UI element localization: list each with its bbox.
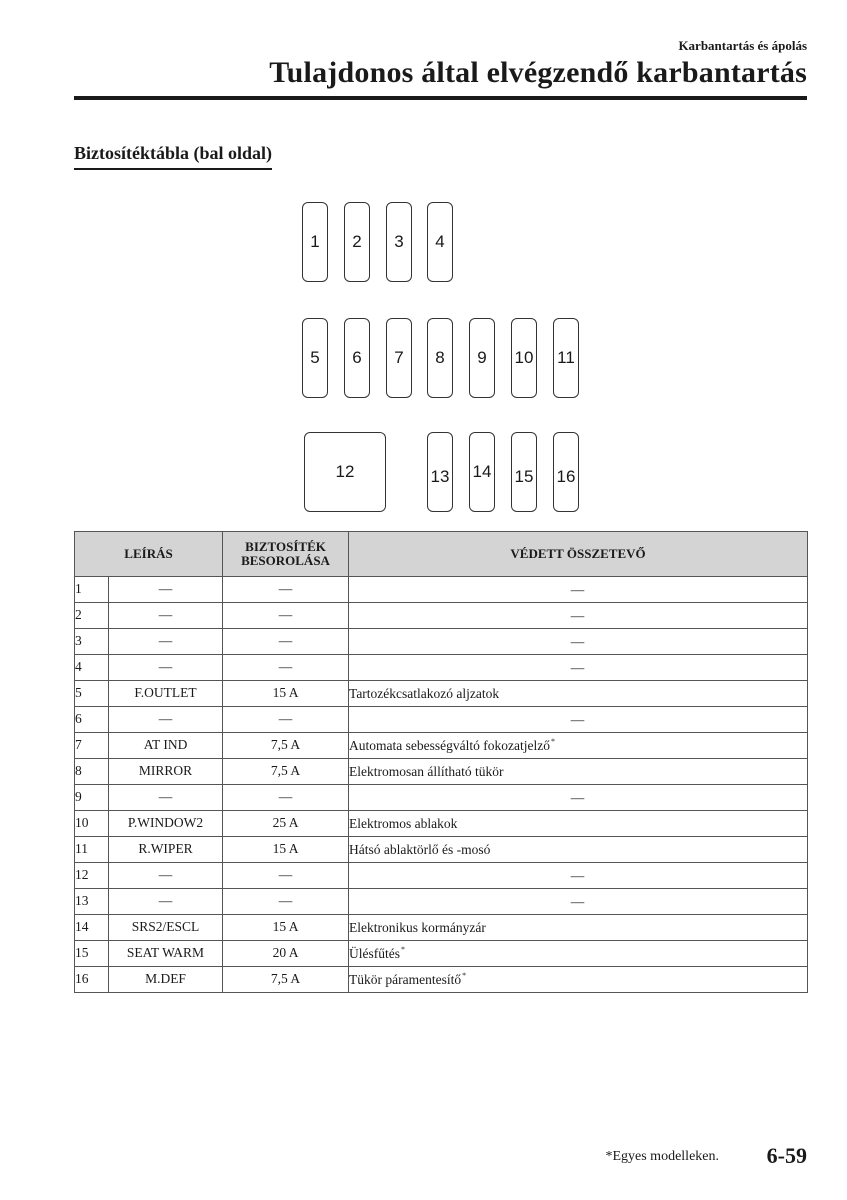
fuse-12 (304, 432, 386, 512)
fuse-label: 11 (557, 348, 575, 367)
fuse-7 (386, 318, 412, 398)
fuse-10 (511, 318, 537, 398)
component-text: — (570, 633, 585, 649)
rating-cell: — (223, 655, 349, 681)
table-row (75, 681, 808, 707)
fuse-13 (427, 432, 453, 512)
description-cell: — (109, 889, 223, 915)
description-cell: AT IND (109, 733, 223, 759)
component-text: — (570, 867, 585, 883)
fuse-number-cell: 9 (75, 785, 109, 811)
page-title: Tulajdonos által elvégzendő karbantartás (269, 56, 807, 89)
component-cell (349, 863, 808, 889)
fuse-label: 16 (556, 467, 576, 486)
fuse-number-cell: 6 (75, 707, 109, 733)
header-component: VÉDETT ÖSSZETEVŐ (349, 532, 808, 577)
rating-cell: — (223, 577, 349, 603)
rating-cell: 7,5 A (223, 759, 349, 785)
description-cell: — (109, 785, 223, 811)
table-body (75, 577, 808, 993)
description-cell: M.DEF (109, 967, 223, 993)
fuse-1 (302, 202, 328, 282)
table-header-row (75, 532, 808, 577)
component-cell (349, 733, 808, 759)
description-cell: MIRROR (109, 759, 223, 785)
fuse-label: 2 (352, 232, 362, 251)
table-row (75, 629, 808, 655)
rating-cell: 15 A (223, 837, 349, 863)
component-cell (349, 941, 808, 967)
fuse-label: 7 (394, 348, 404, 367)
component-text: Ülésfűtés (349, 945, 401, 961)
title-rule (74, 96, 807, 100)
fuse-label: 9 (477, 348, 487, 367)
fuse-label: 10 (514, 348, 534, 367)
rating-cell: — (223, 785, 349, 811)
component-cell (349, 811, 808, 837)
component-cell (349, 915, 808, 941)
component-text: — (570, 659, 585, 675)
header-rating-line1: BIZTOSÍTÉK (245, 539, 326, 555)
table-row (75, 603, 808, 629)
section-header: Karbantartás és ápolás (678, 38, 807, 53)
table-row (75, 863, 808, 889)
table-row (75, 655, 808, 681)
fuse-number-cell: 4 (75, 655, 109, 681)
fuse-number-cell: 11 (75, 837, 109, 863)
description-cell: F.OUTLET (109, 681, 223, 707)
table-row (75, 577, 808, 603)
description-cell: — (109, 629, 223, 655)
component-text: — (570, 581, 585, 597)
fuse-number-cell: 5 (75, 681, 109, 707)
component-cell (349, 707, 808, 733)
component-text: Tartozékcsatlakozó aljzatok (349, 685, 500, 701)
component-text: — (570, 711, 585, 727)
component-text: Tükör páramentesítő (349, 971, 462, 987)
fuse-number-cell: 10 (75, 811, 109, 837)
description-cell: — (109, 707, 223, 733)
component-cell (349, 681, 808, 707)
fuse-number-cell: 3 (75, 629, 109, 655)
table-row (75, 837, 808, 863)
component-text: Hátsó ablaktörlő és -mosó (349, 841, 491, 857)
fuse-label: 15 (514, 467, 534, 486)
fuse-15 (511, 432, 537, 512)
description-cell: — (109, 863, 223, 889)
component-cell (349, 759, 808, 785)
component-text: — (570, 789, 585, 805)
fuse-5 (302, 318, 328, 398)
fuse-label: 6 (352, 348, 362, 367)
fuse-number-cell: 8 (75, 759, 109, 785)
description-cell: — (109, 655, 223, 681)
fuse-number-cell: 12 (75, 863, 109, 889)
fuse-label: 1 (310, 232, 320, 251)
fuse-4 (427, 202, 453, 282)
component-text: Automata sebességváltó fokozatjelző (349, 737, 550, 753)
component-text: — (570, 607, 585, 623)
component-cell (349, 577, 808, 603)
rating-cell: — (223, 629, 349, 655)
fuse-6 (344, 318, 370, 398)
fuse-2 (344, 202, 370, 282)
fuse-label: 3 (394, 232, 404, 251)
component-text: — (570, 893, 585, 909)
table-row (75, 707, 808, 733)
table-row (75, 785, 808, 811)
header-description: LEÍRÁS (75, 532, 223, 577)
rating-cell: 20 A (223, 941, 349, 967)
component-cell (349, 655, 808, 681)
table-row (75, 811, 808, 837)
fuse-table (74, 531, 808, 993)
rating-cell: — (223, 863, 349, 889)
fuse-number-cell: 13 (75, 889, 109, 915)
fuse-number-cell: 14 (75, 915, 109, 941)
fuse-label: 12 (335, 462, 355, 481)
footnote: *Egyes modelleken. (605, 1149, 719, 1164)
rating-cell: 7,5 A (223, 733, 349, 759)
footnote-marker: * (550, 736, 555, 746)
description-cell: R.WIPER (109, 837, 223, 863)
component-cell (349, 603, 808, 629)
footnote-marker: * (462, 970, 467, 980)
fuse-number-cell: 15 (75, 941, 109, 967)
table-row (75, 759, 808, 785)
component-text: Elektromosan állítható tükör (349, 763, 504, 779)
component-cell (349, 837, 808, 863)
fuse-label: 5 (310, 348, 320, 367)
fuse-number-cell: 7 (75, 733, 109, 759)
header-rating (223, 532, 349, 577)
component-cell (349, 785, 808, 811)
description-cell: SRS2/ESCL (109, 915, 223, 941)
description-cell: — (109, 603, 223, 629)
fuse-label: 13 (430, 467, 450, 486)
fuse-number-cell: 2 (75, 603, 109, 629)
rating-cell: 15 A (223, 915, 349, 941)
table-row (75, 967, 808, 993)
rating-cell: 7,5 A (223, 967, 349, 993)
component-cell (349, 629, 808, 655)
header-rating-line2: BESOROLÁSA (241, 553, 330, 568)
footnote-marker: * (401, 944, 406, 954)
component-text: Elektronikus kormányzár (349, 919, 486, 935)
rating-cell: 15 A (223, 681, 349, 707)
fuse-8 (427, 318, 453, 398)
fuse-11 (553, 318, 579, 398)
fuse-number-cell: 1 (75, 577, 109, 603)
description-cell: P.WINDOW2 (109, 811, 223, 837)
rating-cell: — (223, 707, 349, 733)
description-cell: — (109, 577, 223, 603)
subheading: Biztosítéktábla (bal oldal) (74, 143, 272, 170)
table-row (75, 915, 808, 941)
rating-cell: — (223, 889, 349, 915)
fuse-number-cell: 16 (75, 967, 109, 993)
fuse-16 (553, 432, 579, 512)
table-row (75, 889, 808, 915)
description-cell: SEAT WARM (109, 941, 223, 967)
table-row (75, 941, 808, 967)
rating-cell: 25 A (223, 811, 349, 837)
component-text: Elektromos ablakok (349, 815, 458, 831)
component-cell (349, 889, 808, 915)
page-number: 6-59 (766, 1143, 807, 1168)
fuse-3 (386, 202, 412, 282)
fuse-14 (469, 432, 495, 512)
fuse-9 (469, 318, 495, 398)
fuse-label: 4 (435, 232, 445, 251)
fuse-label: 8 (435, 348, 445, 367)
table-row (75, 733, 808, 759)
rating-cell: — (223, 603, 349, 629)
component-cell (349, 967, 808, 993)
fuse-label: 14 (472, 462, 492, 481)
